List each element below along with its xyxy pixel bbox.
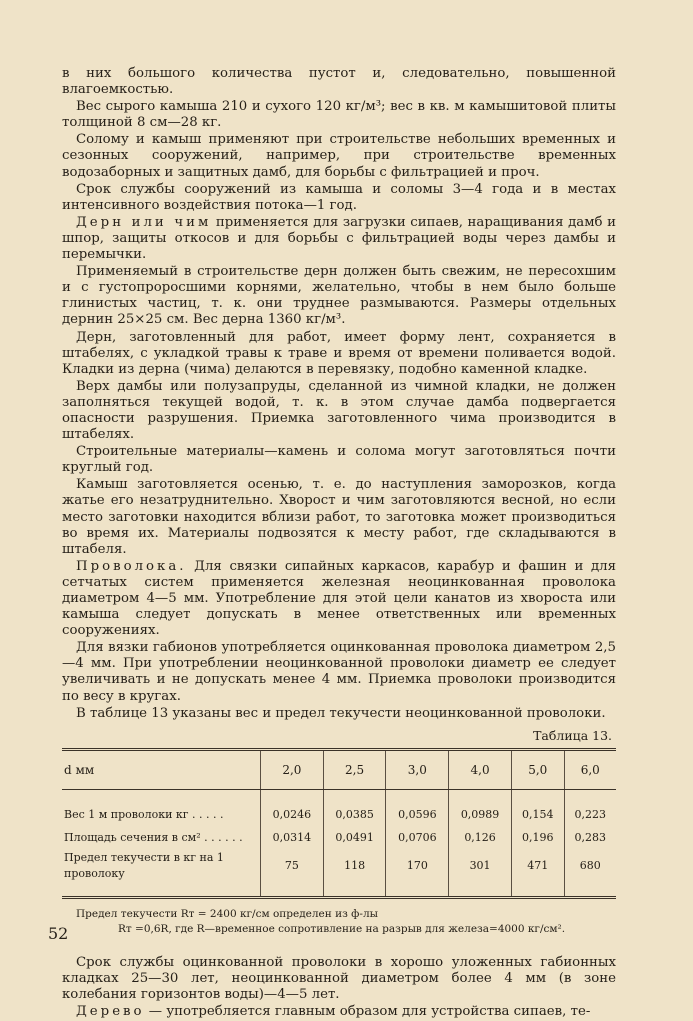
table-header-cell: 3,0 <box>386 749 449 789</box>
table-cell: 0,0385 <box>323 804 386 827</box>
table-row <box>62 827 616 850</box>
paragraph: В таблице 13 указаны вес и предел текучести неоцинкованной проволоки. <box>76 705 606 721</box>
paragraph-text: — употребляется главным образом для устройства сипаев, те- <box>144 1004 591 1020</box>
table-header-cell: 2,5 <box>323 749 386 789</box>
table-cell: 0,0706 <box>386 827 449 850</box>
paragraph: Срок службы сооружений из камыша и соломы 3—4 года и в местах интенсивного воздействия потока—1 год. <box>62 181 616 213</box>
paragraph-text: Для связки сипайных каркасов, карабур и фашин и для сетчатых систем применяется железная неоцинкованная проволока диаметром 4—5 мм. Употребление для этой цели канатов из хвороста или камыша следует допускать в менее ответственных или временных сооружениях. <box>62 558 616 639</box>
table-header-cell: 4,0 <box>449 749 512 789</box>
paragraph: Для вязки габионов употребляется оцинкованная проволока диаметром 2,5—4 мм. При употреблении неоцинкованной проволоки диаметр ее следует увеличивать и не допускать менее 4 мм. Приемка проволоки производится по весу в кругах. <box>62 640 616 704</box>
table-cell: 75 <box>261 850 324 882</box>
table-header-cell: d мм <box>62 749 261 789</box>
table-cell: 301 <box>449 850 512 882</box>
table-cell: 471 <box>511 850 564 882</box>
table-header-cell: 5,0 <box>511 749 564 789</box>
table-cell: 0,0314 <box>261 827 324 850</box>
table-cell: 170 <box>386 850 449 882</box>
paragraph: Дерн, заготовленный для работ, имеет форму лент, сохраняется в штабелях, с укладкой травы к траве и время от времени поливается водой. Кладки из дерна (чима) делаются в перевязку, подобно каменной кладке. <box>62 329 616 377</box>
spaced-term: Дерево <box>76 1004 145 1020</box>
table-cell: 0,0989 <box>449 804 512 827</box>
table-cell: Вес 1 м проволоки кг . . . . . <box>64 808 224 822</box>
paragraph-wood <box>62 1004 616 1020</box>
paragraph: Солому и камыш применяют при строительстве небольших временных и сезонных сооружений, например, при строительстве временных водозаборных и защитных дамб, для борьбы с фильтрацией и проч. <box>62 132 616 180</box>
table-row <box>62 850 616 882</box>
spaced-term: Дерн или чим <box>76 214 212 230</box>
table-cell: 0,0491 <box>323 827 386 850</box>
table-header-cell: 6,0 <box>564 749 616 789</box>
table-notes <box>62 907 616 937</box>
page-number: 52 <box>48 924 69 943</box>
table-cell: Площадь сечения в см² . . . . . . <box>64 831 243 845</box>
table-cell: 0,0246 <box>261 804 324 827</box>
table-cell: 0,126 <box>449 827 512 850</box>
paragraph: Срок службы оцинкованной проволоки в хорошо уложенных габионных кладках 25—30 лет, неоцинкованной диаметром более 4 мм (в зоне колебания горизонтов воды)—4—5 лет. <box>62 955 616 1003</box>
table-cell: 680 <box>564 850 616 882</box>
paragraph-wire <box>62 559 616 639</box>
paragraph: Вес сырого камыша 210 и сухого 120 кг/м³; вес в кв. м камышитовой плиты толщиной 8 см—28 кг. <box>62 99 616 131</box>
table-cell: 0,0596 <box>386 804 449 827</box>
table-cell: Предел текучести в кг на 1 проволоку <box>64 850 224 880</box>
paragraph-text: применяется для загрузки сипаев, наращивания дамб и шпор, защиты откосов и для борьбы с фильтрацией воды через дамбы и перемычки. <box>62 214 616 263</box>
table-note: Предел текучести Rт = 2400 кг/см определен из ф-лы <box>76 908 378 921</box>
after-table <box>62 955 616 1020</box>
paragraph: Строительные материалы—камень и солома могут заготовляться почти круглый год. <box>62 444 616 476</box>
table-row <box>62 804 616 827</box>
table-cell: 0,154 <box>511 804 564 827</box>
table-header-cell: 2,0 <box>261 749 324 789</box>
table-header-row <box>62 749 616 789</box>
paragraph: Камыш заготовляется осенью, т. е. до наступления заморозков, когда жатье его незатруднительно. Хворост и чим заготовляются весной, но если место заготовки находится вблизи работ, то заготовка может производиться во время их. Материалы подвозятся к месту работ, где складываются в штабеля. <box>62 477 616 557</box>
page-body <box>62 66 616 1021</box>
table-caption: Таблица 13. <box>533 727 612 743</box>
paragraph: в них большого количества пустот и, следовательно, повышенной влагоемкостью. <box>62 66 616 98</box>
paragraph-dern <box>62 215 616 263</box>
wire-table <box>62 748 616 899</box>
paragraph: Верх дамбы или полузапруды, сделанной из чимной кладки, не должен заполняться текущей водой, т. к. в этом случае дамба подвергается опасности разрушения. Приемка заготовленного чима производится в штабелях. <box>62 378 616 443</box>
table-cell: 0,196 <box>511 827 564 850</box>
table-cell: 0,223 <box>564 804 616 827</box>
table-cell: 0,283 <box>564 827 616 850</box>
paragraph: Применяемый в строительстве дерн должен быть свежим, не пересохшим и с густопроросшими корнями, желательно, чтобы в нем было больше глинистых частиц, т. к. они труднее размываются. Размеры отдельных дернин 25×25 см. Вес дерна 1360 кг/м³. <box>62 264 616 328</box>
table-note: Rт =0,6R, где R—временное сопротивление на разрыв для железа=4000 кг/см². <box>118 923 566 936</box>
spaced-term: Проволока. <box>76 558 187 574</box>
table-cell: 118 <box>323 850 386 882</box>
